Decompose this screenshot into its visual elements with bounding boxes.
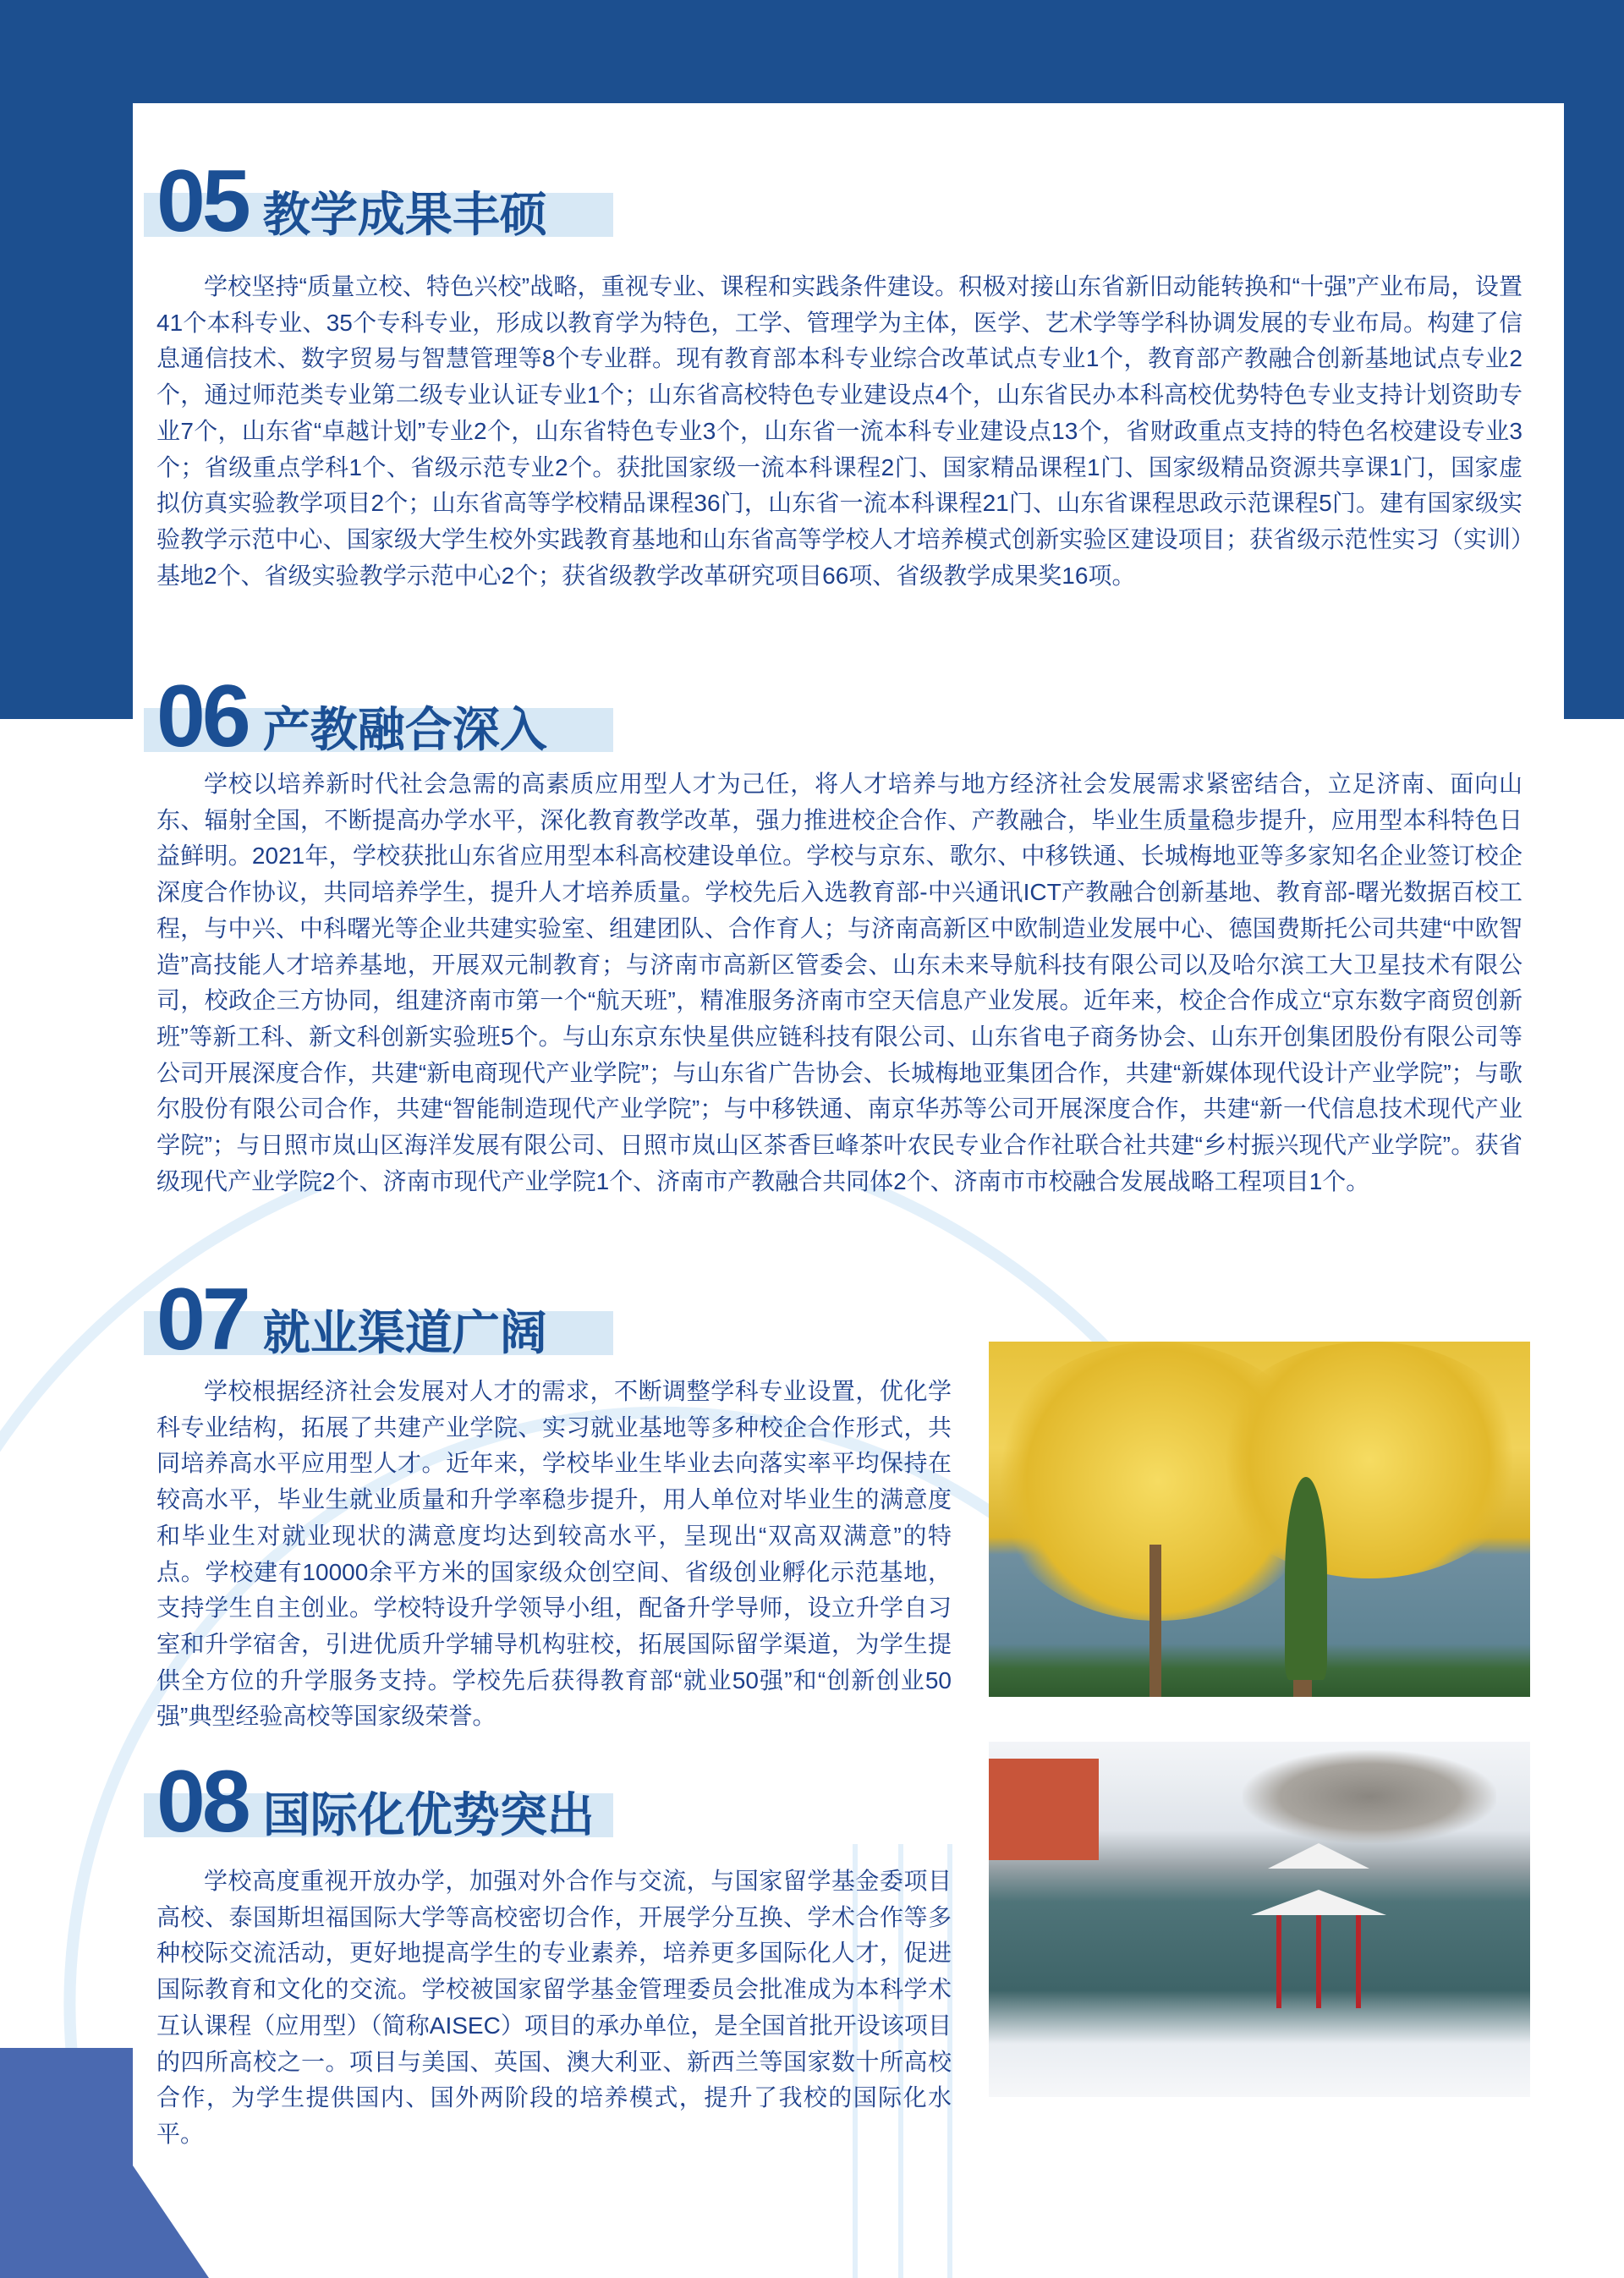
campus-autumn-photo [989, 1342, 1530, 1697]
section-heading-07 [156, 1271, 547, 1369]
tree-trunk [1149, 1545, 1161, 1697]
pavilion-column [1276, 1915, 1281, 2008]
section-number: 06 [156, 667, 248, 766]
cypress-tree [1285, 1477, 1327, 1680]
section-title: 教学成果丰硕 [262, 188, 547, 241]
section-title: 国际化优势突出 [262, 1788, 595, 1842]
corner-decoration [133, 2165, 209, 2278]
section-body-07: 学校根据经济社会发展对人才的需求，不断调整学科专业设置，优化学科专业结构，拓展了共建产业学院、实习就业基地等多种校企合作形式，共同培养高水平应用型人才。近年来，学校毕业生毕业去向落实率平均保持在较高水平，毕业生就业质量和升学率稳步提升，用人单位对毕业生的满意度和毕业生对就业现状的满意度均达到较高水平，呈现出“双高双满意”的特点。学校建有10000余平方米的国家级众创空间、省级创业孵化示范基地，支持学生自主创业。学校特设升学领导小组，配备升学导师，设立升学自习室和升学宿舍，引进优质升学辅导机构驻校，拓展国际留学渠道，为学生提供全方位的升学服务支持。学校先后获得教育部“就业50强”和“创新创业50强”典型经验高校等国家级荣誉。 [156, 1378, 952, 1730]
section-title: 就业渠道广阔 [262, 1306, 547, 1359]
section-heading-05 [156, 152, 547, 250]
section-body-05: 学校坚持“质量立校、特色兴校”战略，重视专业、课程和实践条件建设。积极对接山东省新旧动能转换和“十强”产业布局，设置41个本科专业、35个专科专业，形成以教育学为特色，工学、管理学为主体，医学、艺术学等学科协调发展的专业布局。构建了信息通信技术、数字贸易与智慧管理等8个专业群。现有教育部本科专业综合改革试点专业1个，教育部产教融合创新基地试点专业2个，通过师范类专业第二级专业认证专业1个；山东省高校特色专业建设点4个，山东省民办本科高校优势特色专业支持计划资助专业7个，山东省“卓越计划”专业2个，山东省特色专业3个，山东省一流本科专业建设点13个，省财政重点支持的特色名校建设专业3个；省级重点学科1个、省级示范专业2个。获批国家级一流本科课程2门、国家精品课程1门、国家级精品资源共享课1门，国家虚拟仿真实验教学项目2个；山东省高等学校精品课程36门，山东省一流本科课程21门、山东省课程思政示范课程5门。建有国家级实验教学示范中心、国家级大学生校外实践教育基地和山东省高等学校人才培养模式创新实验区建设项目；获省级示范性实习（实训）基地2个、省级实验教学示范中心2个；获省级教学改革研究项目66项、省级教学成果奖16项。 [156, 273, 1522, 589]
section-title: 产教融合深入 [262, 703, 547, 756]
rockery [1243, 1750, 1496, 1843]
tree-canopy [1209, 1342, 1530, 1578]
building [989, 1759, 1099, 1860]
section-body-08: 学校高度重视开放办学，加强对外合作与交流，与国家留学基金委项目高校、泰国斯坦福国际大学等高校密切合作，开展学分互换、学术合作等多种校际交流活动，更好地提高学生的专业素养，培养更多国际化人才，促进国际教育和文化的交流。学校被国家留学基金管理委员会批准成为本科学术互认课程（应用型）（简称AISEC）项目的承办单位，是全国首批开设该项目的四所高校之一。项目与美国、英国、澳大利亚、新西兰等国家数十所高校合作，为学生提供国内、国外两阶段的培养模式，提升了我校的国际化水平。 [156, 1868, 952, 2147]
pavilion-roof [1268, 1843, 1369, 1869]
pavilion-column [1356, 1915, 1361, 2008]
corner-decoration [0, 2048, 133, 2278]
section-number: 08 [156, 1753, 248, 1851]
section-heading-06 [156, 667, 547, 766]
pavilion-column [1316, 1915, 1321, 2008]
section-number: 07 [156, 1271, 248, 1369]
section-heading-08 [156, 1753, 595, 1851]
campus-winter-pond-photo [989, 1742, 1530, 2097]
section-number: 05 [156, 152, 248, 250]
section-body-06: 学校以培养新时代社会急需的高素质应用型人才为己任，将人才培养与地方经济社会发展需求紧密结合，立足济南、面向山东、辐射全国，不断提高办学水平，深化教育教学改革，强力推进校企合作、产教融合，毕业生质量稳步提升，应用型本科特色日益鲜明。2021年，学校获批山东省应用型本科高校建设单位。学校与京东、歌尔、中移铁通、长城梅地亚等多家知名企业签订校企深度合作协议，共同培养学生，提升人才培养质量。学校先后入选教育部-中兴通讯ICT产教融合创新基地、教育部-曙光数据百校工程，与中兴、中科曙光等企业共建实验室、组建团队、合作育人；与济南高新区中欧制造业发展中心、德国费斯托公司共建“中欧智造”高技能人才培养基地，开展双元制教育；与济南市高新区管委会、山东未来导航科技有限公司以及哈尔滨工大卫星技术有限公司，校政企三方协同，组建济南市第一个“航天班”，精准服务济南市空天信息产业发展。近年来，校企合作成立“京东数字商贸创新班”等新工科、新文科创新实验班5个。与山东京东快星供应链科技有限公司、山东省电子商务协会、山东开创集团股份有限公司等公司开展深度合作，共建“新电商现代产业学院”；与山东省广告协会、长城梅地亚集团合作，共建“新媒体现代设计产业学院”；与歌尔股份有限公司合作，共建“智能制造现代产业学院”；与中移铁通、南京华苏等公司开展深度合作，共建“新一代信息技术现代产业学院”；与日照市岚山区海洋发展有限公司、日照市岚山区茶香巨峰茶叶农民专业合作社联合社共建“乡村振兴现代产业学院”。获省级现代产业学院2个、济南市现代产业学院1个、济南市产教融合共同体2个、济南市市校融合发展战略工程项目1个。 [156, 771, 1522, 1194]
pavilion-roof [1251, 1890, 1386, 1915]
